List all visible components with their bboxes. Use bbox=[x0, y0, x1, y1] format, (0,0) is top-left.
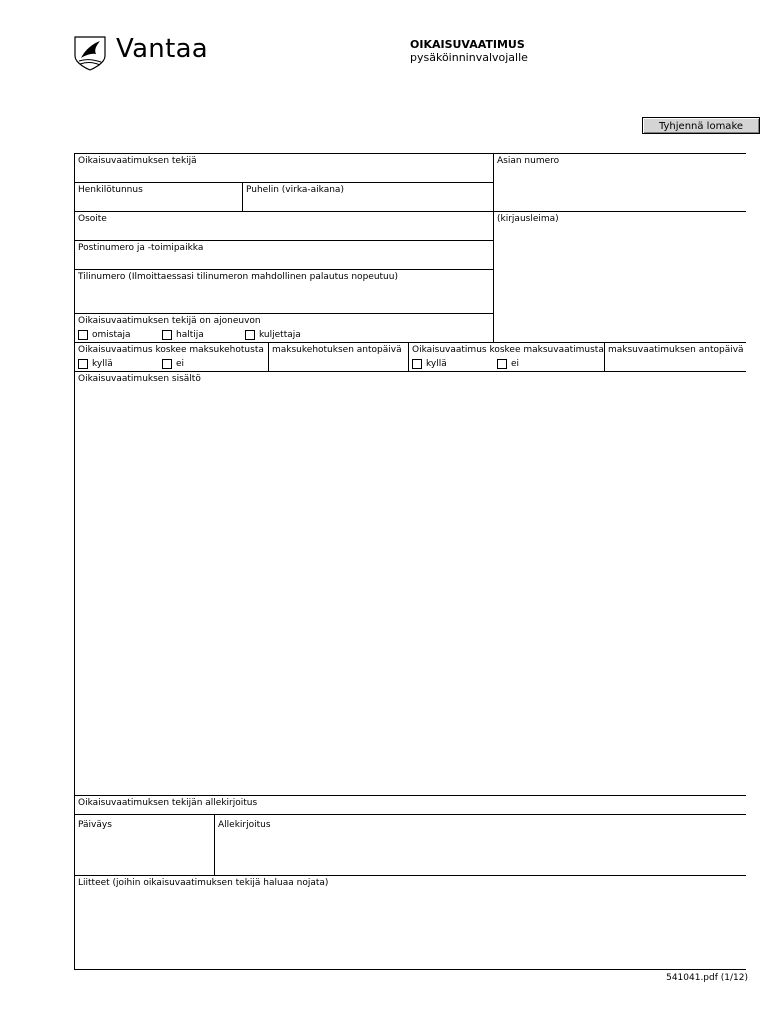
logo-text: Vantaa bbox=[116, 34, 209, 64]
divider bbox=[74, 342, 746, 343]
divider bbox=[242, 182, 243, 211]
form-bottom-border bbox=[74, 969, 746, 970]
penalty-no-checkbox[interactable] bbox=[497, 359, 507, 369]
divider bbox=[74, 875, 746, 876]
form-title: OIKAISUVAATIMUS bbox=[410, 38, 525, 51]
vehicle-role-label: Oikaisuvaatimuksen tekijä on ajoneuvon bbox=[78, 316, 261, 326]
fee-no-label: ei bbox=[176, 359, 185, 369]
divider bbox=[74, 211, 746, 212]
phone-label: Puhelin (virka-aikana) bbox=[246, 185, 344, 195]
content-textarea[interactable] bbox=[75, 386, 745, 794]
vantaa-logo bbox=[72, 34, 108, 72]
driver-checkbox[interactable] bbox=[245, 330, 255, 340]
date-label: Päiväys bbox=[78, 820, 112, 830]
divider bbox=[74, 182, 493, 183]
case-number-label: Asian numero bbox=[497, 156, 560, 166]
content-label: Oikaisuvaatimuksen sisältö bbox=[78, 374, 201, 384]
fee-yes-label: kyllä bbox=[92, 359, 113, 369]
divider bbox=[74, 269, 493, 270]
form-top-border bbox=[74, 153, 746, 154]
divider bbox=[74, 313, 493, 314]
vantaa-crest-icon bbox=[72, 34, 108, 72]
divider bbox=[604, 342, 605, 371]
fee-date-label: maksukehotuksen antopäivä bbox=[272, 345, 402, 355]
attachments-label: Liitteet (joihin oikaisuvaatimuksen tekijä haluaa nojata) bbox=[78, 878, 329, 888]
penalty-appeal-label: Oikaisuvaatimus koskee maksuvaatimusta bbox=[412, 345, 604, 355]
divider bbox=[408, 342, 409, 371]
driver-option-label: kuljettaja bbox=[259, 330, 301, 340]
penalty-yes-label: kyllä bbox=[426, 359, 447, 369]
owner-option-label: omistaja bbox=[92, 330, 131, 340]
penalty-date-label: maksuvaatimuksen antopäivä bbox=[608, 345, 744, 355]
holder-checkbox[interactable] bbox=[162, 330, 172, 340]
divider bbox=[74, 795, 746, 796]
divider bbox=[74, 240, 493, 241]
address-label: Osoite bbox=[78, 214, 107, 224]
clear-form-button[interactable]: Tyhjennä lomake bbox=[642, 117, 760, 134]
attachments-textarea[interactable] bbox=[75, 890, 745, 968]
penalty-no-label: ei bbox=[511, 359, 520, 369]
divider bbox=[268, 342, 269, 371]
personal-id-label: Henkilötunnus bbox=[78, 185, 143, 195]
signature-label: Allekirjoitus bbox=[218, 820, 271, 830]
fee-yes-checkbox[interactable] bbox=[78, 359, 88, 369]
registry-stamp-label: (kirjausleima) bbox=[497, 214, 559, 224]
form-subtitle: pysäköinninvalvojalle bbox=[410, 51, 528, 64]
divider bbox=[74, 814, 746, 815]
account-label: Tilinumero (Ilmoittaessasi tilinumeron mahdollinen palautus nopeutuu) bbox=[78, 272, 398, 282]
divider bbox=[214, 814, 215, 875]
requester-label: Oikaisuvaatimuksen tekijä bbox=[78, 156, 197, 166]
postal-label: Postinumero ja -toimipaikka bbox=[78, 243, 204, 253]
fee-appeal-label: Oikaisuvaatimus koskee maksukehotusta bbox=[78, 345, 264, 355]
fee-no-checkbox[interactable] bbox=[162, 359, 172, 369]
page-footer: 541041.pdf (1/12) bbox=[666, 973, 748, 983]
penalty-yes-checkbox[interactable] bbox=[412, 359, 422, 369]
signature-section-label: Oikaisuvaatimuksen tekijän allekirjoitus bbox=[78, 798, 258, 808]
holder-option-label: haltija bbox=[176, 330, 204, 340]
owner-checkbox[interactable] bbox=[78, 330, 88, 340]
divider bbox=[74, 371, 746, 372]
right-column-divider bbox=[493, 153, 494, 343]
